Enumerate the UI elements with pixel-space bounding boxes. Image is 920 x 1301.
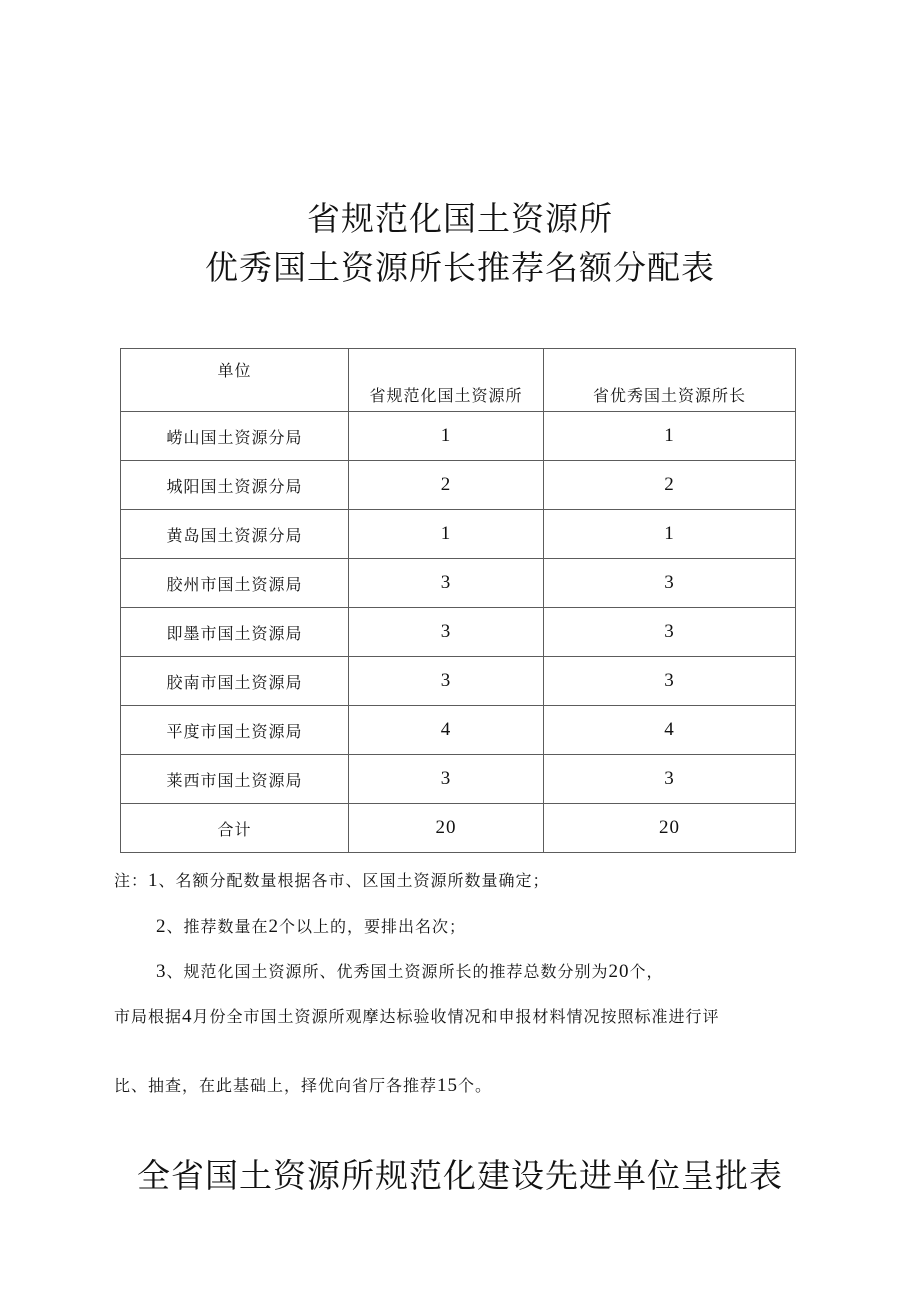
- total-director: 20: [544, 804, 796, 853]
- table-total-row: [121, 804, 796, 853]
- table-row: [121, 657, 796, 706]
- row-unit: 崂山国土资源分局: [121, 412, 349, 461]
- row-value-standard: 1: [349, 510, 544, 559]
- row-value-standard: 1: [349, 412, 544, 461]
- row-value-director: 3: [544, 755, 796, 804]
- note-2: 2、推荐数量在2个以上的，要排出名次；: [156, 916, 467, 937]
- document-title: [0, 196, 920, 290]
- table-row: [121, 461, 796, 510]
- row-value-standard: 4: [349, 706, 544, 755]
- total-label: 合计: [121, 804, 349, 853]
- row-value-director: 1: [544, 412, 796, 461]
- row-value-director: 2: [544, 461, 796, 510]
- note-3-continued-1: 市局根据4月份全市国土资源所观摩达标验收情况和申报材料情况按照标准进行评: [114, 1006, 720, 1027]
- row-value-standard: 3: [349, 755, 544, 804]
- row-value-director: 3: [544, 559, 796, 608]
- row-unit: 即墨市国土资源局: [121, 608, 349, 657]
- title-line-2: 优秀国土资源所长推荐名额分配表: [205, 248, 715, 287]
- table-row: [121, 510, 796, 559]
- table-row: [121, 755, 796, 804]
- table-row: [121, 706, 796, 755]
- note-3-continued-2: 比、抽查，在此基础上，择优向省厅各推荐15个。: [114, 1075, 493, 1096]
- row-value-director: 3: [544, 657, 796, 706]
- header-standard-office: 省规范化国土资源所: [349, 349, 544, 412]
- row-value-standard: 2: [349, 461, 544, 510]
- row-unit: 平度市国土资源局: [121, 706, 349, 755]
- second-document-title: 全省国土资源所规范化建设先进单位呈批表: [137, 1156, 783, 1195]
- table-header-row: [121, 349, 796, 412]
- row-unit: 莱西市国土资源局: [121, 755, 349, 804]
- row-unit: 胶州市国土资源局: [121, 559, 349, 608]
- row-value-standard: 3: [349, 559, 544, 608]
- table-row: [121, 412, 796, 461]
- table-row: [121, 608, 796, 657]
- note-1: 注：1、名额分配数量根据各市、区国土资源所数量确定；: [114, 870, 550, 891]
- row-unit: 胶南市国土资源局: [121, 657, 349, 706]
- row-unit: 城阳国土资源分局: [121, 461, 349, 510]
- row-value-director: 3: [544, 608, 796, 657]
- allocation-table: [120, 348, 796, 853]
- header-excellent-director: 省优秀国土资源所长: [544, 349, 796, 412]
- title-line-1: 省规范化国土资源所: [307, 199, 613, 238]
- total-standard: 20: [349, 804, 544, 853]
- row-value-director: 1: [544, 510, 796, 559]
- note-3: 3、规范化国土资源所、优秀国土资源所长的推荐总数分别为20个，: [156, 961, 664, 982]
- table-row: [121, 559, 796, 608]
- row-value-standard: 3: [349, 608, 544, 657]
- row-unit: 黄岛国土资源分局: [121, 510, 349, 559]
- row-value-director: 4: [544, 706, 796, 755]
- row-value-standard: 3: [349, 657, 544, 706]
- header-unit: 单位: [121, 349, 349, 412]
